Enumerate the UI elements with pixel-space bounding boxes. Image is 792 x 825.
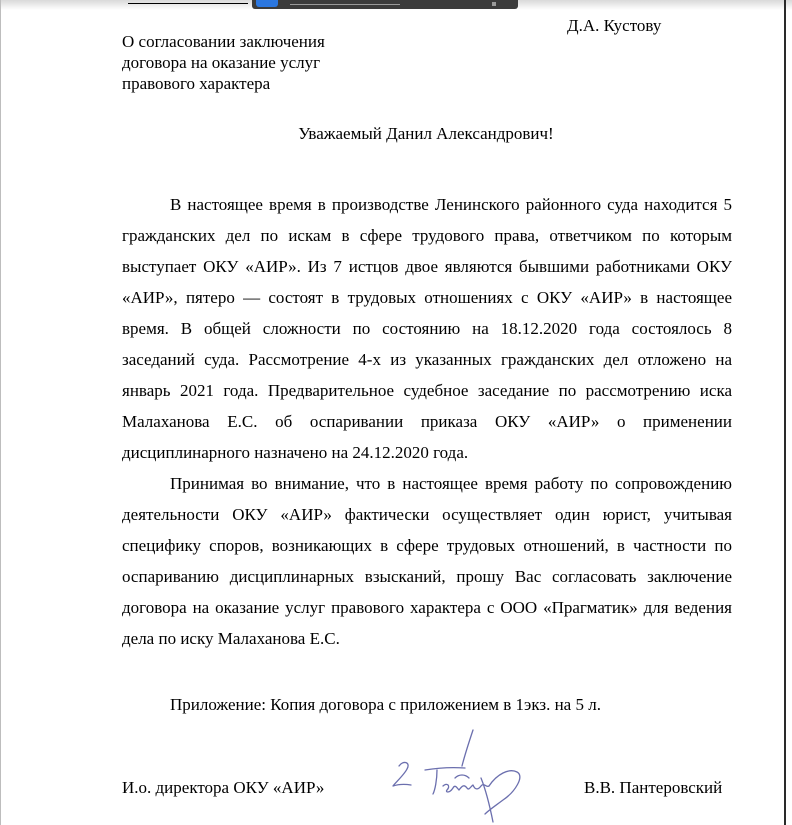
letter-body xyxy=(122,189,732,654)
signatory-title: И.о. директора ОКУ «АИР» xyxy=(122,778,325,797)
subject-line: правового характера xyxy=(122,74,271,93)
body-paragraph: В настоящее время в производстве Ленинского районного суда находится 5 гражданских дел по искам в сфере трудового права, ответчиком по которым выступает ОКУ «АИР». Из 7 истцов двое являются бывшими работниками ОКУ «АИР», пятеро — состоят в трудовых отношениях с ОКУ «АИР» в настоящее время. В общей сложности по состоянию на 18.12.2020 года состоялось 8 заседаний суда. Рассмотрение 4-х из указанных гражданских дел отложено на январь 2021 года. Предварительное судебное заседание по рассмотрению иска Малаханова Е.С. об оспаривании приказа ОКУ «АИР» о применении дисциплинарного назначено на 24.12.2020 года. xyxy=(122,195,732,462)
toolbar-progress-track xyxy=(290,4,400,5)
subject-line: договора на оказание услуг xyxy=(122,53,321,72)
handwritten-signature xyxy=(385,728,560,824)
body-paragraph: Принимая во внимание, что в настоящее время работу по сопровождению деятельности ОКУ «АИР» фактически осуществляет один юрист, учитывая специфику споров, возникающих в сфере трудовых отношений, в частности по оспариванию дисциплинарных взысканий, прошу Вас согласовать заключение договора на оказание услуг правового характера с ООО «Прагматик» для ведения дела по иску Малаханова Е.С. xyxy=(122,474,732,648)
salutation: Уважаемый Данил Александрович! xyxy=(298,124,554,143)
cut-off-underline xyxy=(128,3,248,4)
attachment-note: Приложение: Копия договора с приложением в 1экз. на 5 л. xyxy=(170,695,601,714)
toolbar-action-button[interactable] xyxy=(256,0,278,7)
addressee: Д.А. Кустову xyxy=(567,16,662,35)
viewer-toolbar xyxy=(252,0,518,9)
cut-off-header-fragment xyxy=(120,0,260,5)
toolbar-menu-icon[interactable] xyxy=(492,2,496,6)
letter-subject xyxy=(122,31,402,94)
subject-line: О согласовании заключения xyxy=(122,32,325,51)
signatory-name: В.В. Пантеровский xyxy=(584,778,723,797)
